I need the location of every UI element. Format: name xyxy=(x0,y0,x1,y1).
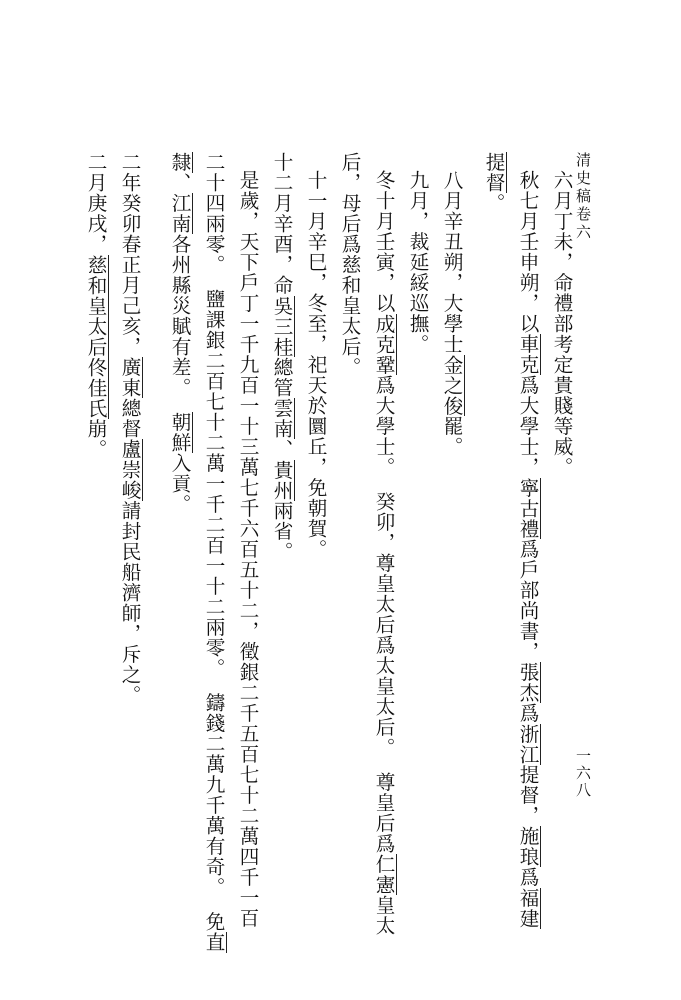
proper-name-mark: 朝鮮 xyxy=(168,412,191,453)
text-segment: 總督 xyxy=(118,398,141,439)
text-column xyxy=(302,170,328,560)
proper-name-mark: 車克 xyxy=(516,334,539,375)
text-column xyxy=(404,170,430,355)
proper-name-mark: 吳三桂 xyxy=(270,295,293,357)
text-segment: 鹽課銀二百七十二萬一千二百一十二兩零。 xyxy=(202,289,225,679)
proper-name-mark: 直 xyxy=(202,932,225,953)
text-segment: 癸卯，尊皇太后爲太皇太后。 xyxy=(372,491,395,758)
text-segment: 爲 xyxy=(516,703,539,724)
text-column xyxy=(336,152,362,378)
proper-name-mark: 提督 xyxy=(482,152,505,193)
text-column xyxy=(480,152,506,214)
proper-name-mark: 仁憲 xyxy=(372,854,395,895)
text-segment: 后，母后爲慈和皇太后。 xyxy=(338,152,361,378)
text-segment: 尊皇后爲 xyxy=(372,772,395,854)
proper-name-mark: 張杰 xyxy=(516,662,539,703)
text-column xyxy=(200,152,226,953)
text-segment: 爲戶部尚書， xyxy=(516,539,539,662)
proper-name-mark: 隸 xyxy=(168,152,191,173)
text-segment: 十二月辛酉，命 xyxy=(270,152,293,296)
text-column xyxy=(370,170,396,936)
text-column xyxy=(116,152,142,706)
proper-name-mark: 盧崇峻 xyxy=(118,439,141,501)
text-segment: 二月庚戌， xyxy=(84,152,107,255)
proper-name-mark: 寧古禮 xyxy=(516,477,539,539)
running-header: 清史稿卷六 xyxy=(574,152,592,242)
text-segment: 爲大學士， xyxy=(516,375,539,478)
text-segment: 、 xyxy=(168,172,191,193)
proper-name-mark: 慈和皇太后佟佳氏 xyxy=(84,254,107,419)
page-number: 一六八 xyxy=(574,748,592,799)
text-column xyxy=(548,170,574,478)
text-segment: 鑄錢二萬九千萬有奇。 xyxy=(202,692,225,898)
proper-name-mark: 江南 xyxy=(168,193,191,234)
text-segment: 二年癸卯春正月己亥， xyxy=(118,152,141,357)
text-segment: 爲 xyxy=(516,867,539,888)
text-segment: 六月丁未，命禮部考定貴賤等威。 xyxy=(550,170,573,478)
text-segment: 皇太 xyxy=(372,895,395,936)
proper-name-mark: 廣東 xyxy=(118,357,141,398)
text-segment: 免 xyxy=(202,911,225,932)
text-segment: 九月，裁延綏巡撫。 xyxy=(406,170,429,355)
proper-name-mark: 施琅 xyxy=(516,826,539,867)
text-column xyxy=(514,170,540,929)
proper-name-mark: 成克鞏 xyxy=(372,313,395,375)
text-segment: 崩。 xyxy=(84,418,107,460)
text-column xyxy=(166,152,192,515)
proper-name-mark: 浙江 xyxy=(516,723,539,765)
text-segment: 十一月辛巳，冬至，祀天於圜丘，免朝賀。 xyxy=(304,170,327,560)
text-segment: 秋七月壬申朔，以 xyxy=(516,170,539,334)
proper-name-mark: 雲南 xyxy=(270,398,293,439)
text-segment: 爲大學士。 xyxy=(372,375,395,478)
text-column xyxy=(234,170,260,929)
text-segment: 入貢。 xyxy=(168,453,191,515)
text-segment: 罷。 xyxy=(440,416,463,457)
text-segment: 、 xyxy=(270,439,293,460)
text-column xyxy=(82,152,108,460)
text-segment: 是歲，天下戶丁一千九百一十三萬七千六百五十二，徵銀二千五百七十二萬四千一百 xyxy=(236,170,259,929)
proper-name-mark: 福建 xyxy=(516,887,539,929)
text-segment: 請封民船濟師，斥之。 xyxy=(118,500,141,706)
text-segment: 二十四兩零。 xyxy=(202,152,225,275)
text-segment: 。 xyxy=(482,193,505,214)
text-segment: 八月辛丑朔，大學士 xyxy=(440,170,463,355)
text-column xyxy=(268,152,294,562)
text-segment: 各州縣災賦有差。 xyxy=(168,234,191,398)
proper-name-mark: 金之俊 xyxy=(440,354,463,416)
text-segment: 冬十月壬寅，以 xyxy=(372,170,395,314)
proper-name-mark: 貴州 xyxy=(270,459,293,501)
text-segment: 提督， xyxy=(516,764,539,826)
text-column xyxy=(438,170,464,457)
text-segment: 總管 xyxy=(270,357,293,398)
text-segment: 兩省。 xyxy=(270,500,293,562)
